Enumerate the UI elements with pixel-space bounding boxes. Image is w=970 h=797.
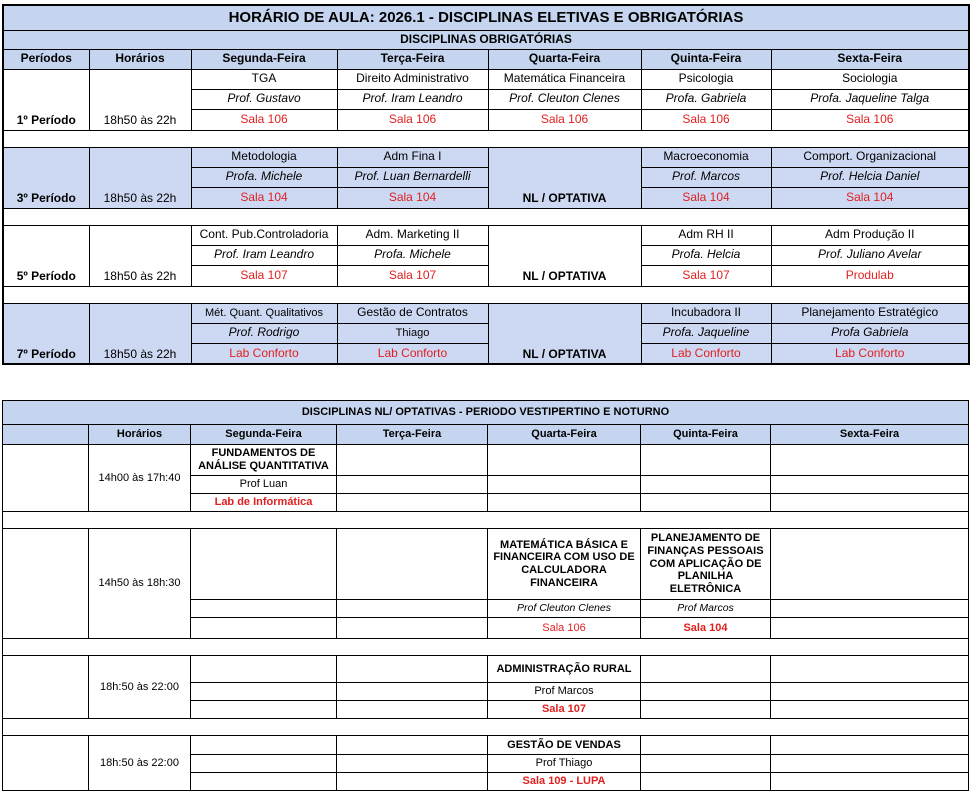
course-room: Sala 107	[488, 701, 641, 719]
course-room: Sala 106	[488, 618, 641, 639]
course-prof: Profa. Michele	[337, 245, 488, 265]
period-3-course-row	[3, 147, 969, 167]
mandatory-schedule-table	[2, 4, 970, 365]
course-name: MATEMÁTICA BÁSICA E FINANCEIRA COM USO DE CALCULADORA FINANCEIRA	[488, 529, 641, 600]
course-name: Adm RH II	[641, 225, 771, 245]
course-room: Sala 107	[191, 265, 337, 286]
elective-block-3-name-row	[3, 656, 969, 683]
header-terca: Terça-Feira	[337, 425, 488, 445]
course-room: Sala 107	[337, 265, 488, 286]
header-terca: Terça-Feira	[337, 49, 488, 69]
course-name: Adm Fina I	[337, 147, 488, 167]
course-name: Adm. Marketing II	[337, 225, 488, 245]
elective-block-4-name-row	[3, 736, 969, 755]
header-quinta: Quinta-Feira	[641, 425, 771, 445]
elective-block-1-name-row	[3, 445, 969, 476]
wednesday-optativa: NL / OPTATIVA	[488, 303, 641, 364]
spacer-row	[3, 130, 969, 147]
electives-schedule-table	[2, 400, 969, 791]
course-name: Mét. Quant. Qualitativos	[191, 303, 337, 323]
course-name: Comport. Organizacional	[771, 147, 969, 167]
course-prof: Prof Cleuton Clenes	[488, 600, 641, 618]
course-prof: Profa. Jaqueline	[641, 323, 771, 343]
period-label: 1º Período	[3, 69, 89, 130]
course-prof: Prof Thiago	[488, 755, 641, 773]
course-prof: Prof. Gustavo	[191, 89, 337, 109]
header-segunda: Segunda-Feira	[191, 49, 337, 69]
period-5-course-row	[3, 225, 969, 245]
course-prof: Prof. Luan Bernardelli	[337, 167, 488, 187]
course-prof: Prof. Iram Leandro	[337, 89, 488, 109]
course-prof: Profa. Helcia	[641, 245, 771, 265]
course-prof: Prof. Helcia Daniel	[771, 167, 969, 187]
course-prof: Profa Gabriela	[771, 323, 969, 343]
course-prof: Prof. Iram Leandro	[191, 245, 337, 265]
period-7-course-row	[3, 303, 969, 323]
course-room: Sala 106	[488, 109, 641, 130]
header-sexta: Sexta-Feira	[771, 425, 969, 445]
header-quarta: Quarta-Feira	[488, 49, 641, 69]
period-label: 3º Período	[3, 147, 89, 208]
course-prof: Prof. Marcos	[641, 167, 771, 187]
header-blank	[3, 425, 89, 445]
header-horarios: Horários	[89, 49, 191, 69]
course-name: GESTÃO DE VENDAS	[488, 736, 641, 755]
course-name: Sociologia	[771, 69, 969, 89]
electives-header-row	[3, 425, 969, 445]
block-time: 18h:50 às 22:00	[89, 736, 191, 791]
course-room: Sala 106	[191, 109, 337, 130]
header-sexta: Sexta-Feira	[771, 49, 969, 69]
period-1-course-row	[3, 69, 969, 89]
course-prof: Prof. Juliano Avelar	[771, 245, 969, 265]
course-name: Adm Produção II	[771, 225, 969, 245]
wednesday-optativa: NL / OPTATIVA	[488, 225, 641, 286]
course-room: Lab Conforto	[641, 343, 771, 364]
course-room: Lab de Informática	[191, 494, 337, 512]
course-name: Direito Administrativo	[337, 69, 488, 89]
header-quarta: Quarta-Feira	[488, 425, 641, 445]
course-room: Sala 104	[641, 187, 771, 208]
course-room: Sala 104	[191, 187, 337, 208]
course-name: Incubadora II	[641, 303, 771, 323]
course-name: ADMINISTRAÇÃO RURAL	[488, 656, 641, 683]
mandatory-header-row	[3, 49, 969, 69]
course-name: Cont. Pub.Controladoria	[191, 225, 337, 245]
period-time: 18h50 às 22h	[89, 303, 191, 364]
course-room: Sala 107	[641, 265, 771, 286]
course-name: TGA	[191, 69, 337, 89]
course-room: Sala 106	[337, 109, 488, 130]
block-time: 14h00 às 17h:40	[89, 445, 191, 512]
course-room: Lab Conforto	[771, 343, 969, 364]
mandatory-section-title: DISCIPLINAS OBRIGATÓRIAS	[3, 30, 969, 49]
electives-section-title: DISCIPLINAS NL/ OPTATIVAS - PERIODO VESTIPERTINO E NOTURNO	[3, 401, 969, 425]
block-time: 14h50 às 18h:30	[89, 529, 191, 639]
period-time: 18h50 às 22h	[89, 69, 191, 130]
elective-block-2-name-row	[3, 529, 969, 600]
spacer-row	[3, 512, 969, 529]
course-name: Macroeconomia	[641, 147, 771, 167]
course-room: Sala 104	[771, 187, 969, 208]
period-time: 18h50 às 22h	[89, 225, 191, 286]
course-room: Sala 104	[641, 618, 771, 639]
block-time: 18h:50 às 22:00	[89, 656, 191, 719]
course-room: Sala 104	[337, 187, 488, 208]
header-segunda: Segunda-Feira	[191, 425, 337, 445]
course-prof: Profa. Michele	[191, 167, 337, 187]
course-name: FUNDAMENTOS DE ANÁLISE QUANTITATIVA	[191, 445, 337, 476]
course-prof: Prof Luan	[191, 476, 337, 494]
course-name: Psicologia	[641, 69, 771, 89]
course-room: Lab Conforto	[337, 343, 488, 364]
spacer-row	[3, 286, 969, 303]
spacer-row	[3, 719, 969, 736]
course-prof: Profa. Gabriela	[641, 89, 771, 109]
course-room: Sala 106	[641, 109, 771, 130]
course-name: PLANEJAMENTO DE FINANÇAS PESSOAIS COM APLICAÇÃO DE PLANILHA ELETRÔNICA	[641, 529, 771, 600]
course-prof: Prof. Cleuton Clenes	[488, 89, 641, 109]
course-name: Metodologia	[191, 147, 337, 167]
course-prof: Profa. Jaqueline Talga	[771, 89, 969, 109]
course-name: Matemática Financeira	[488, 69, 641, 89]
wednesday-optativa: NL / OPTATIVA	[488, 147, 641, 208]
period-time: 18h50 às 22h	[89, 147, 191, 208]
spacer-row	[3, 208, 969, 225]
header-quinta: Quinta-Feira	[641, 49, 771, 69]
course-name: Gestão de Contratos	[337, 303, 488, 323]
course-name: Planejamento Estratégico	[771, 303, 969, 323]
spacer-row	[3, 639, 969, 656]
page-title: HORÁRIO DE AULA: 2026.1 - DISCIPLINAS ELETIVAS E OBRIGATÓRIAS	[3, 5, 969, 30]
course-room: Lab Conforto	[191, 343, 337, 364]
header-horarios: Horários	[89, 425, 191, 445]
course-room: Produlab	[771, 265, 969, 286]
course-prof: Prof Marcos	[488, 683, 641, 701]
course-room: Sala 109 - LUPA	[488, 773, 641, 791]
course-prof: Thiago	[337, 323, 488, 343]
course-prof: Prof. Rodrigo	[191, 323, 337, 343]
course-prof: Prof Marcos	[641, 600, 771, 618]
period-label: 7º Período	[3, 303, 89, 364]
period-label: 5º Período	[3, 225, 89, 286]
course-room: Sala 106	[771, 109, 969, 130]
header-periodos: Períodos	[3, 49, 89, 69]
